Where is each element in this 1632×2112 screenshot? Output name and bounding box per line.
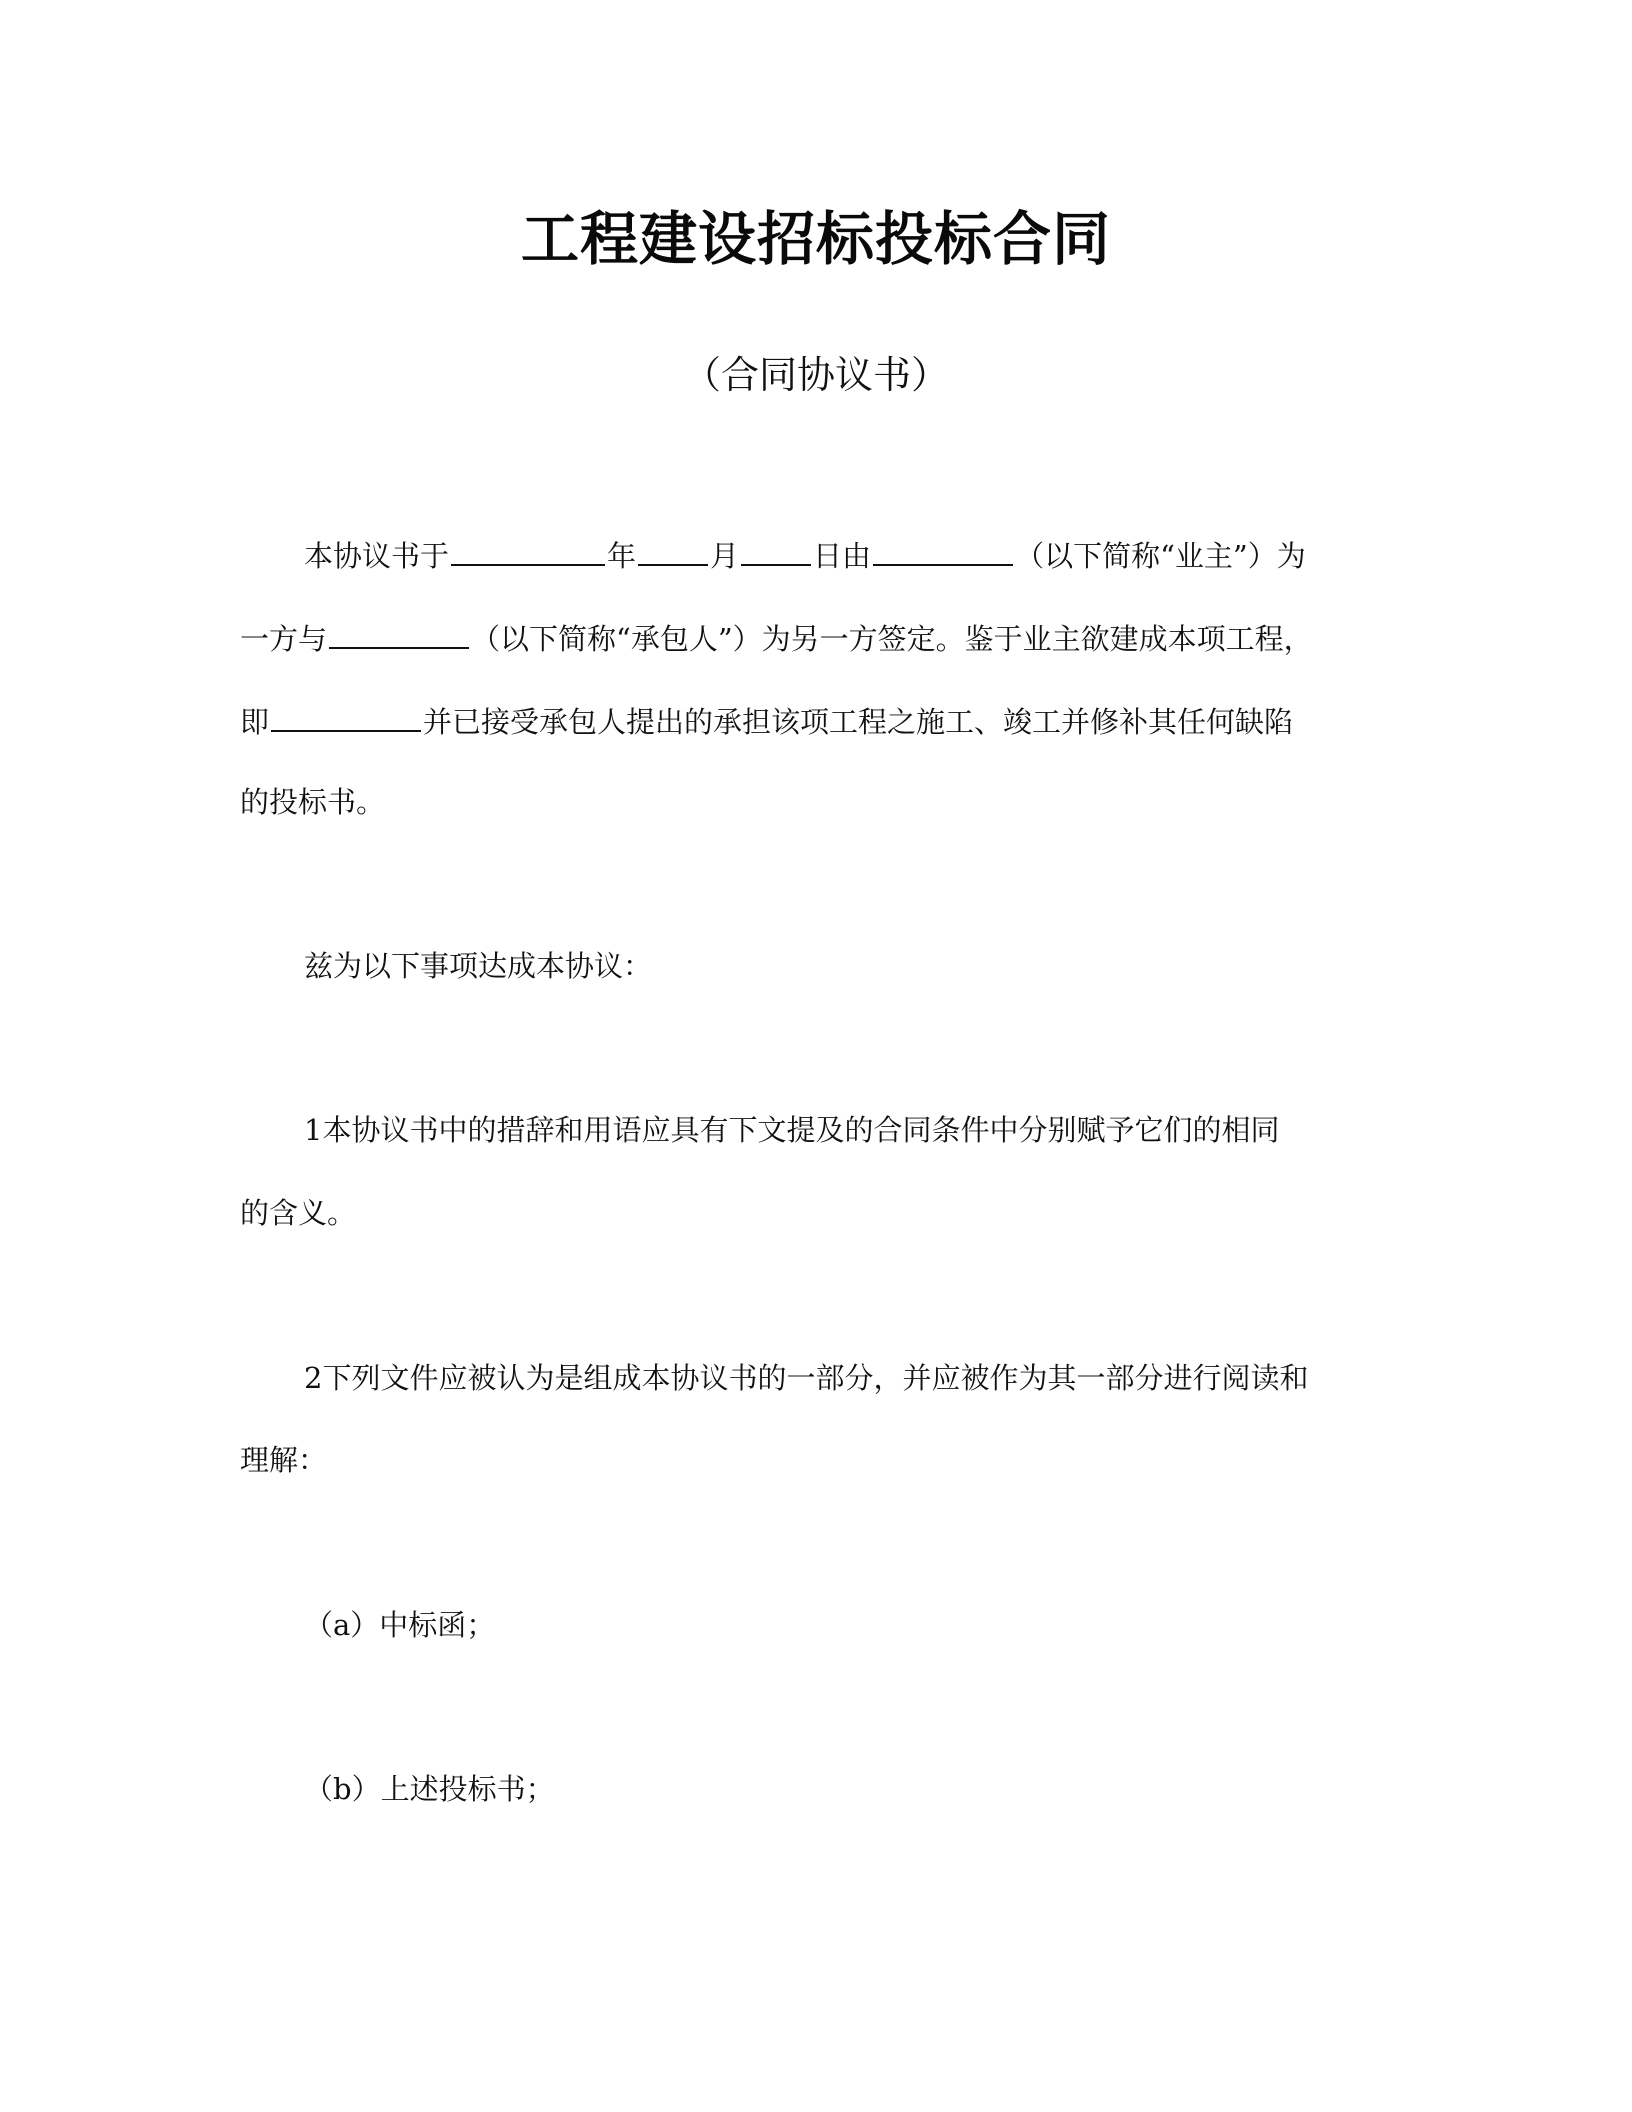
- intro-line-4: 的投标书。: [240, 785, 386, 819]
- blank-day-field[interactable]: [741, 534, 811, 566]
- list-item-b: （b）上述投标书；: [304, 1772, 555, 1806]
- intro-line-3: [240, 700, 1382, 742]
- intro-text: 并已接受承包人提出的承担该项工程之施工、竣工并修补其任何缺陷: [423, 705, 1294, 739]
- intro-line-2: [240, 617, 1382, 659]
- clause-2-line-1: 2下列文件应被认为是组成本协议书的一部分，并应被作为其一部分进行阅读和: [304, 1361, 1309, 1395]
- intro-text: 即: [240, 705, 270, 739]
- agreement-lead: 兹为以下事项达成本协议：: [304, 949, 653, 983]
- clause-1-line-1: 1本协议书中的措辞和用语应具有下文提及的合同条件中分别赋予它们的相同: [304, 1113, 1280, 1147]
- blank-owner-field[interactable]: [873, 534, 1013, 566]
- clause-1-line-2: 的含义。: [240, 1196, 357, 1230]
- intro-text: （以下简称“业主”）为: [1015, 539, 1306, 573]
- intro-text: 月: [710, 539, 740, 573]
- document-title: 工程建设招标投标合同: [520, 205, 1111, 273]
- intro-line-1: [304, 534, 1382, 576]
- intro-text: 本协议书于: [304, 539, 450, 573]
- document-subtitle: （合同协议书）: [682, 353, 949, 397]
- intro-text: 日由: [813, 539, 872, 573]
- intro-text: 一方与: [240, 622, 328, 656]
- blank-contractor-field[interactable]: [329, 617, 469, 649]
- list-item-a: （a）中标函；: [304, 1608, 496, 1642]
- blank-month-field[interactable]: [638, 534, 708, 566]
- blank-year-field[interactable]: [451, 534, 605, 566]
- intro-text: （以下简称“承包人”）为另一方签定。鉴于业主欲建成本项工程，: [471, 622, 1313, 656]
- intro-text: 年: [607, 539, 637, 573]
- clause-2-line-2: 理解：: [240, 1443, 328, 1477]
- blank-project-field[interactable]: [271, 700, 421, 732]
